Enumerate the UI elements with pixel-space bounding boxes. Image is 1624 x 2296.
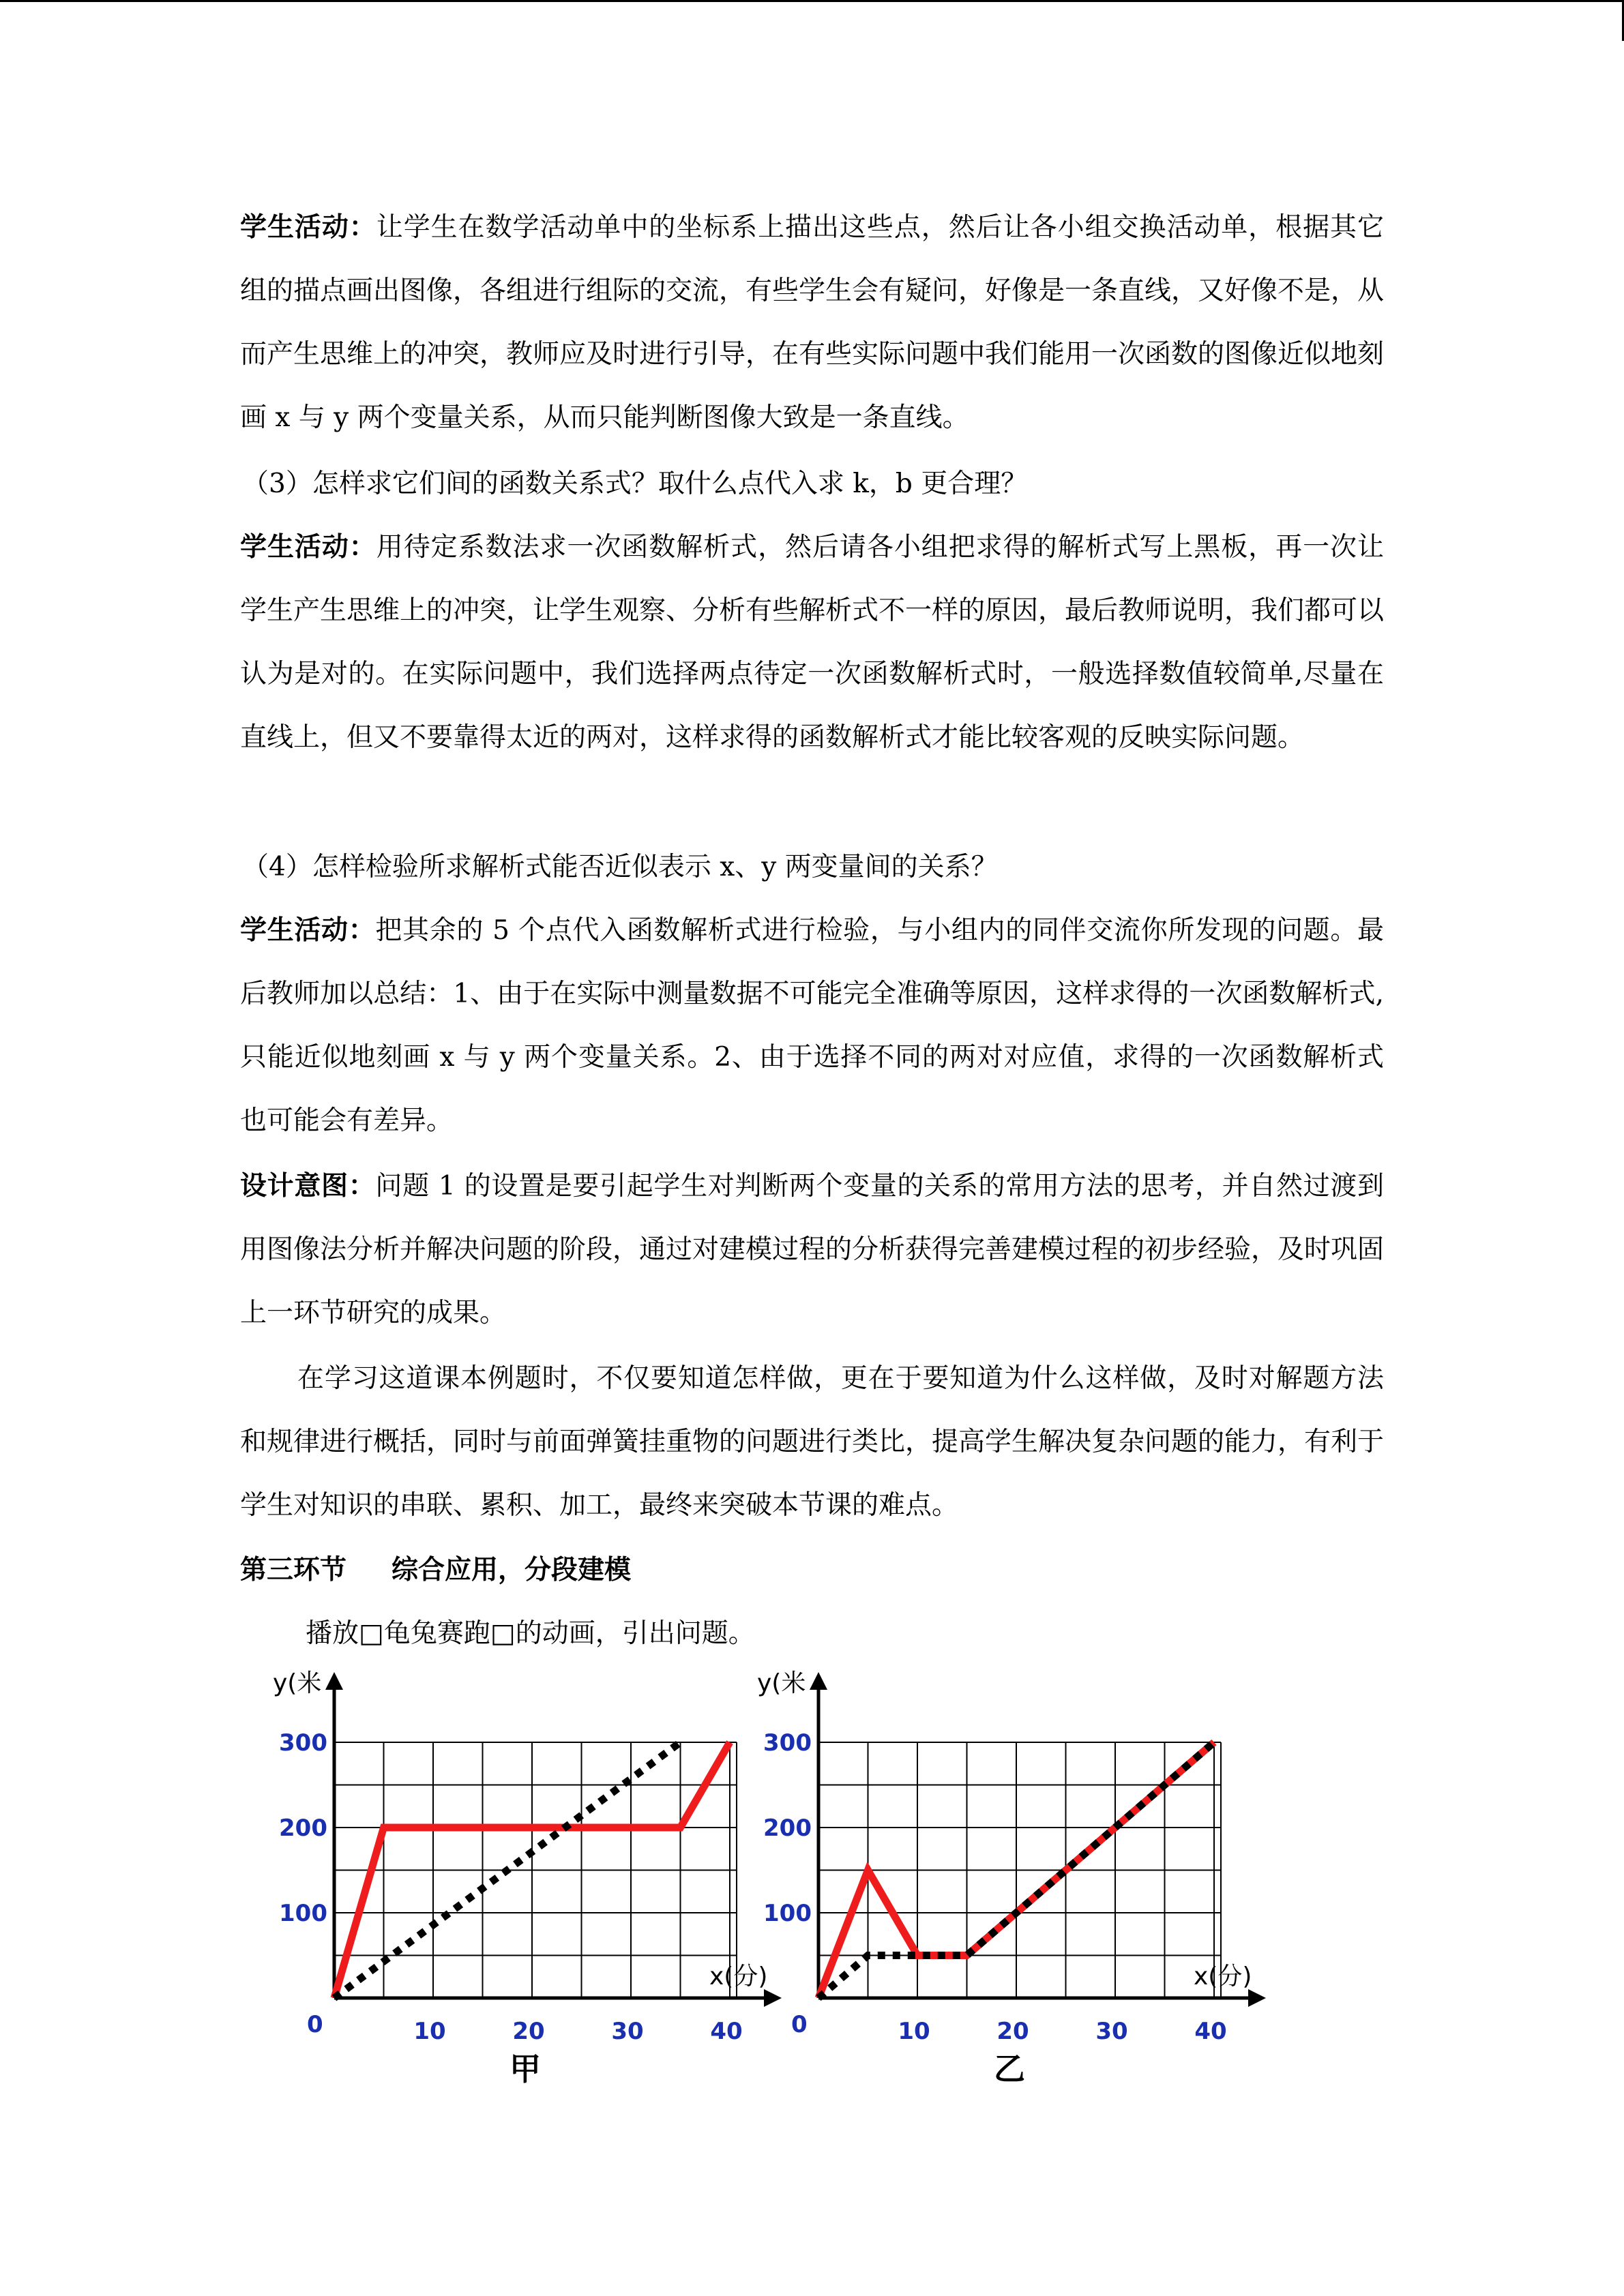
y-tick-label: 200 <box>279 1815 327 1842</box>
paragraph-text: 把其余的 5 个点代入函数解析式进行检验，与小组内的同伴交流你所发现的问题。最后教师加以总结：1、由于在实际中测量数据不可能完全准确等原因，这样求得的一次函数解析式,只能近似地刻画 x 与 y 两个变量关系。2、由于选择不同的两对对应值，求得的一次函数解析式也可能会有差异。 <box>240 915 1384 1136</box>
paragraph-text: 问题 1 的设置是要引起学生对判断两个变量的关系的常用方法的思考，并自然过渡到用图像法分析并解决问题的阶段，通过对建模过程的分析获得完善建模过程的初步经验，及时巩固上一环节研究的成果。 <box>240 1171 1385 1328</box>
x-axis-label: x(分) <box>709 1963 768 1991</box>
x-axis-arrow <box>1248 1989 1266 2007</box>
question-3 <box>242 452 1386 516</box>
x-tick-label: 20 <box>996 2018 1029 2045</box>
y-tick-label: 100 <box>763 1900 812 1927</box>
section-number: 第三环节 <box>240 1554 347 1585</box>
paragraph-reflection <box>240 1347 1384 1537</box>
paragraph-student-activity-2 <box>240 516 1384 769</box>
y-axis-arrow <box>325 1672 343 1690</box>
paragraph-design-intent <box>240 1154 1384 1345</box>
chart-caption: 甲 <box>510 2051 541 2087</box>
question-text: （4）怎样检验所求解析式能否近似表示 x、y 两变量间的关系？ <box>242 852 998 882</box>
label-design-intent: 设计意图： <box>240 1170 376 1202</box>
x-tick-label: 30 <box>1095 2018 1128 2045</box>
y-tick-label: 300 <box>279 1729 327 1757</box>
y-tick-label: 100 <box>279 1900 327 1927</box>
chart-caption: 乙 <box>994 2051 1025 2087</box>
intro-line <box>306 1602 1329 1665</box>
x-tick-label: 30 <box>611 2018 644 2045</box>
y-axis-label: y(米 <box>757 1669 806 1697</box>
y-tick-label: 200 <box>763 1815 812 1842</box>
label-student-activity: 学生活动： <box>240 531 377 563</box>
chart-jia-svg <box>259 1664 784 2100</box>
chart-jia <box>259 1664 784 2103</box>
origin-label: 0 <box>307 2011 323 2038</box>
question-4 <box>242 835 1386 899</box>
paragraph-text: 在学习这道课本例题时，不仅要知道怎样做，更在于要知道为什么这样做，及时对解题方法和规律进行概括，同时与前面弹簧挂重物的问题进行类比，提高学生解决复杂问题的能力，有利于学生对知识的串联、累积、加工，最终来突破本节课的难点。 <box>240 1363 1385 1521</box>
y-axis-arrow <box>810 1672 827 1690</box>
chart-yi-svg <box>743 1664 1269 2100</box>
paragraph-text: 播放□龟兔赛跑□的动画，引出问题。 <box>306 1618 755 1649</box>
paragraph-text: 让学生在数学活动单中的坐标系上描出这些点，然后让各小组交换活动单，根据其它组的描点画出图像，各组进行组际的交流，有些学生会有疑问，好像是一条直线，又好像不是，从而产生思维上的冲突，教师应及时进行引导，在有些实际问题中我们能用一次函数的图像近似地刻画 x 与 y 两个变量关系，从而只能判断图像大致是一条直线。 <box>240 212 1385 433</box>
section-heading-3 <box>240 1538 1384 1602</box>
paragraph-student-activity-3 <box>240 899 1384 1152</box>
label-student-activity: 学生活动： <box>240 211 377 243</box>
paragraph-student-activity-1 <box>240 196 1384 449</box>
question-text: （3）怎样求它们间的函数关系式？取什么点代入求 k，b 更合理？ <box>242 468 1028 499</box>
x-tick-label: 40 <box>1194 2018 1227 2045</box>
x-tick-label: 20 <box>512 2018 545 2045</box>
label-student-activity: 学生活动： <box>240 914 376 946</box>
section-title: 综合应用，分段建模 <box>392 1554 632 1585</box>
x-tick-label: 10 <box>413 2018 446 2045</box>
page-top-border <box>0 0 1624 2</box>
origin-label: 0 <box>791 2011 808 2038</box>
x-tick-label: 40 <box>710 2018 743 2045</box>
x-axis-label: x(分) <box>1194 1963 1252 1991</box>
y-axis-label: y(米 <box>273 1669 322 1697</box>
chart-yi <box>743 1664 1269 2103</box>
paragraph-text: 用待定系数法求一次函数解析式，然后请各小组把求得的解析式写上黑板，再一次让学生产生思维上的冲突，让学生观察、分析有些解析式不一样的原因，最后教师说明，我们都可以认为是对的。在实际问题中，我们选择两点待定一次函数解析式时，一般选择数值较简单,尽量在直线上，但又不要靠得太近的两对，这样求得的函数解析式才能比较客观的反映实际问题。 <box>240 532 1385 753</box>
x-tick-label: 10 <box>898 2018 930 2045</box>
y-tick-label: 300 <box>763 1729 812 1757</box>
